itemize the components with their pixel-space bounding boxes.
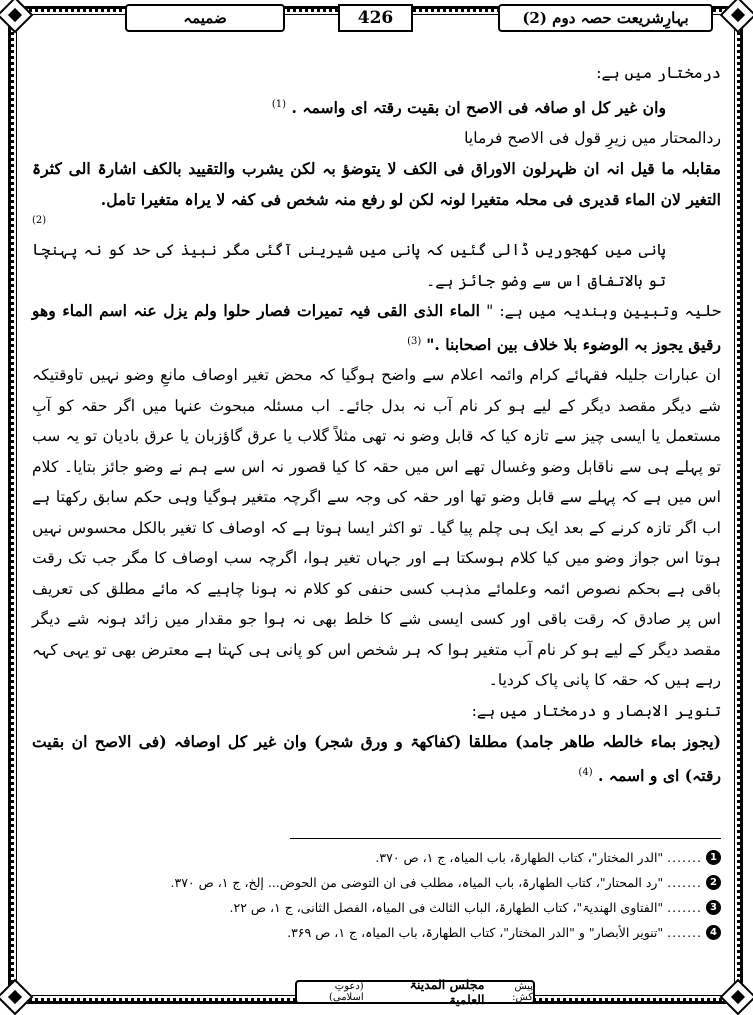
arabic-quote: مقابلہ ما قیل انہ ان ظہرلون الاوراق فی الکف لا یتوضؤ بہ لکن یشرب والتقیید بالکف اشارۃ الی کثرۃ التغیر لان الماء قدیری فی محلہ متغیرا لونہ لکن لو رفع منہ شخص فی کفہ لا یراہ متغیرا تامل. xyxy=(32,159,721,210)
footnote-text: "الدر المختار"، کتاب الطھارۃ، باب المیاہ، ج ۱، ص ۳۷۰. xyxy=(375,850,664,865)
paragraph: ان عبارات جلیلہ فقہائے کرام وائمہ اعلام سے واضح ہوگیا کہ محض تغیر اوصاف مانعِ وضو نہیں تاوقتیکہ شے دیگر مقصد دیگر کے لیے ہو کر نام آب نہ بدل جائے۔ اب مسئلہ مبحوث عنہا میں اگر حقہ کو آبِ مستعمل یا ایسی چیز سے تازہ کیا کہ قابل وضو نہ تھی مثلاً گلاب یا عرق گاؤزبان یا عرق بادیان تو یہ سب تو پہلے ہی سے ناقابل وضو وغسال تھے اس میں حقہ کا کیا قصور نہ اس سے ہم نے وضو جائز بتایا۔ کلام اس میں ہے کہ پہلے سے قابل وضو تھا اور حقہ کی وجہ سے اگرچہ متغیر ہوگیا وہی حکم سابق رکھتا ہے اب اگر تازہ کرنے کے بعد ایک ہی چلم پیا گیا۔ تو اکثر ایسا ہوتا ہے کہ اوصاف کا تغیر بالکل محسوس نہیں ہوتا اس جواز وضو میں کیا کلام ہوسکتا ہے اور جہاں تغیر ہوا، اگرچہ سب اوصاف کا مگر جب تک رقت باقی ہے بحکم نصوص ائمہ وعلمائے مذہب کسی حنفی کو کلام نہ ہونا چاہیے کہ مائے مطلق کی تعریف اس پر صادق کہ رقت باقی اور کسی ایسی شے کا خلط بھی نہ ہوا جو مقدار میں زائد ہونہ شے دیگر مقصد دیگر کے لیے ہو کر نام آب متغیر ہوا کہ ہر شخص اس کو پانی ہی کہتا ہے معترض بھی تو یہی کہہ رہے ہیں کہ حقہ کا پانی پاک کردیا۔ xyxy=(32,366,721,690)
footnote-ref: (2) xyxy=(32,215,47,227)
footnote-text: "الفتاوی الھندیۃ"، کتاب الطھارۃ، الباب الثالث فی المیاہ، الفصل الثانی، ج ۱، ص ۲۲. xyxy=(229,900,664,915)
paragraph: درمختار میں ہے: xyxy=(596,64,721,82)
publisher-name: مجلس المدینۃ العلمیۃ xyxy=(409,977,485,1007)
footnotes xyxy=(32,847,721,947)
publisher-box xyxy=(295,977,535,1007)
footnote xyxy=(32,872,721,893)
arabic-quote-text: وان غیر کل او صافہ فی الاصح ان بقیت رقتہ ای واسمہ . xyxy=(291,97,666,117)
arabic-quote xyxy=(32,89,721,123)
footnote-number: 1 xyxy=(706,850,721,865)
footnote-leader: ....... xyxy=(667,925,702,940)
footnote xyxy=(32,847,721,868)
footnote-leader: ....... xyxy=(667,875,702,890)
footnote-number: 4 xyxy=(706,925,721,940)
footnote xyxy=(32,922,721,943)
footnote-text: "تنویر الأبصار" و "الدر المختار"، کتاب الطھارۃ، باب المیاہ، ج ۱، ص ۳۶۹. xyxy=(287,925,664,940)
page-number: 426 xyxy=(338,4,413,32)
paragraph: پانی میں کھجوریں ڈالی گئیں کہ پانی میں شیرینی آگئی مگر نبیذ کی حد کو نہ پہنچا تو بالاتفاق اس سے وضو جائز ہے۔ xyxy=(32,241,666,290)
paragraph: ردالمحتار میں زیرِ قول فی الاصح فرمایا xyxy=(464,128,721,147)
footnote-leader: ....... xyxy=(667,850,702,865)
section-title: ضمیمہ xyxy=(125,4,285,32)
publisher-note: (دعوتِ اسلامی) xyxy=(328,981,364,1003)
footnote-ref: (3) xyxy=(407,335,422,347)
footnote-leader: ....... xyxy=(667,900,702,915)
page-body xyxy=(32,58,721,792)
presenter-label: پیش کش: xyxy=(512,981,533,1003)
paragraph: تنویر الابصار و درمختار میں ہے: xyxy=(471,701,721,720)
paragraph-intro: حلیہ وتبیین وہندیہ میں ہے: " xyxy=(486,302,721,321)
book-title: بہارِشریعت حصہ دوم (2) xyxy=(498,4,713,32)
footnote xyxy=(32,897,721,918)
paragraph xyxy=(32,296,721,360)
footnote-divider xyxy=(290,838,721,839)
footnote-text: "رد المحتار"، کتاب الطھارۃ، باب المیاہ، مطلب فی ان التوضی من الحوض... إلخ، ج ۱، ص ۳۷۰. xyxy=(170,875,664,890)
arabic-quote xyxy=(32,726,721,791)
footnote-number: 2 xyxy=(706,875,721,890)
page-footer xyxy=(40,977,713,1008)
page-header xyxy=(40,4,713,34)
arabic-quote-text: الماء الذی القی فیہ تمیرات فصار حلوا ولم یزل عنہ اسم الماء وھو رقیق یجوز بہ الوضوء بلا خلاف بین اصحابنا ." xyxy=(32,301,721,354)
footnote-number: 3 xyxy=(706,900,721,915)
footnote-ref: (4) xyxy=(578,767,593,779)
arabic-quote-text: (یجوز بماء خالطہ طاھر جامد) مطلقا (کفاکھۃ و ورق شجر) وان غیر کل اوصافہ (فی الاصح ان بقیت رقتہ) ای و اسمہ . xyxy=(32,732,721,786)
footnote-ref: (1) xyxy=(271,98,287,110)
